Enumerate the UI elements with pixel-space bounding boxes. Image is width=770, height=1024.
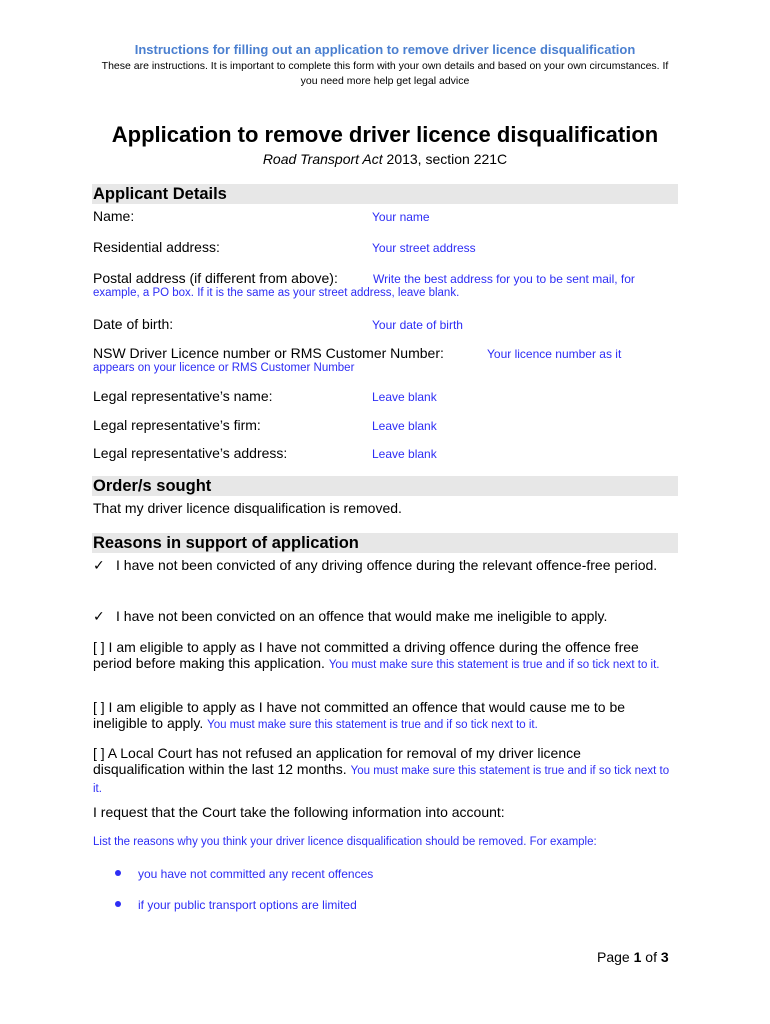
name-label: Name: <box>93 208 135 224</box>
eligibility-statement-1-text: [ ] I am eligible to apply as I have not committed a driving offence during the offence free period before making this application. <box>93 639 639 671</box>
residential-address-label: Residential address: <box>93 239 220 255</box>
dob-label: Date of birth: <box>93 316 174 332</box>
page-subtitle <box>0 151 770 167</box>
instructions-note: These are instructions. It is important to complete this form with your own details and based on your own circumstances. If you need more help get legal advice <box>101 60 669 87</box>
reason-tick-1-text: I have not been convicted of any driving offence during the relevant offence-free period. <box>116 557 658 573</box>
instructions-title: Instructions for filling out an application to remove driver licence disqualification <box>134 42 636 57</box>
checkmark-icon: ✓ <box>93 608 105 624</box>
eligibility-statement-3[interactable] <box>93 745 675 797</box>
page-title: Application to remove driver licence disqualification <box>111 122 659 147</box>
page-number: Page 1 of 3 <box>597 949 669 965</box>
rep-address-field[interactable]: Leave blank <box>372 447 437 461</box>
reasons-heading: Reasons in support of application <box>92 533 678 553</box>
rep-name-label: Legal representative’s name: <box>93 388 273 404</box>
reason-tick-2-text: I have not been convicted on an offence that would make me ineligible to apply. <box>116 608 608 624</box>
list-item <box>115 898 357 912</box>
reason-tick-2 <box>93 607 673 626</box>
eligibility-statement-2-hint: You must make sure this statement is true and if so tick next to it. <box>207 719 538 731</box>
eligibility-statement-3-hint: You must make sure this statement is true and if so tick next to it. <box>93 765 670 795</box>
rep-firm-label: Legal representative’s firm: <box>93 417 261 433</box>
list-item-text: you have not committed any recent offences <box>138 867 374 881</box>
licence-number-field[interactable]: Your licence number as it <box>487 347 622 361</box>
orders-sought-heading: Order/s sought <box>92 476 678 496</box>
list-item-text: if your public transport options are limited <box>138 898 357 912</box>
court-request-text: I request that the Court take the following information into account: <box>93 804 505 820</box>
postal-address-label: Postal address (if different from above): <box>93 270 338 286</box>
list-item <box>115 867 373 881</box>
orders-sought-text: That my driver licence disqualification is removed. <box>93 500 402 516</box>
licence-number-hint: appears on your licence or RMS Customer Number <box>93 362 355 374</box>
checkmark-icon: ✓ <box>93 557 105 573</box>
eligibility-statement-3-text: [ ] A Local Court has not refused an application for removal of my driver licence disqualification within the last 12 months. <box>93 745 581 777</box>
eligibility-statement-2[interactable] <box>93 699 675 733</box>
eligibility-statement-1-hint: You must make sure this statement is true and if so tick next to it. <box>328 659 660 671</box>
postal-address-field[interactable]: Write the best address for you to be sent mail, for <box>373 272 635 286</box>
act-section: 2013, section 221C <box>382 151 508 167</box>
reason-tick-1 <box>93 556 673 575</box>
name-field[interactable]: Your name <box>372 210 430 224</box>
postal-address-hint: example, a PO box. If it is the same as your street address, leave blank. <box>93 287 460 299</box>
rep-name-field[interactable]: Leave blank <box>372 390 437 404</box>
reasons-list-hint[interactable]: List the reasons why you think your driver licence disqualification should be removed. For example: <box>93 836 597 848</box>
applicant-details-heading: Applicant Details <box>92 184 678 204</box>
eligibility-statement-1[interactable] <box>93 639 675 673</box>
licence-number-label: NSW Driver Licence number or RMS Customer Number: <box>93 345 444 361</box>
residential-address-field[interactable]: Your street address <box>372 241 476 255</box>
rep-address-label: Legal representative’s address: <box>93 445 288 461</box>
rep-firm-field[interactable]: Leave blank <box>372 419 437 433</box>
act-name: Road Transport Act <box>262 151 383 167</box>
bullet-icon <box>115 870 121 876</box>
eligibility-statement-2-text: [ ] I am eligible to apply as I have not committed an offence that would cause me to be ineligible to apply. <box>93 699 626 731</box>
dob-field[interactable]: Your date of birth <box>372 318 463 332</box>
bullet-icon <box>115 901 121 907</box>
